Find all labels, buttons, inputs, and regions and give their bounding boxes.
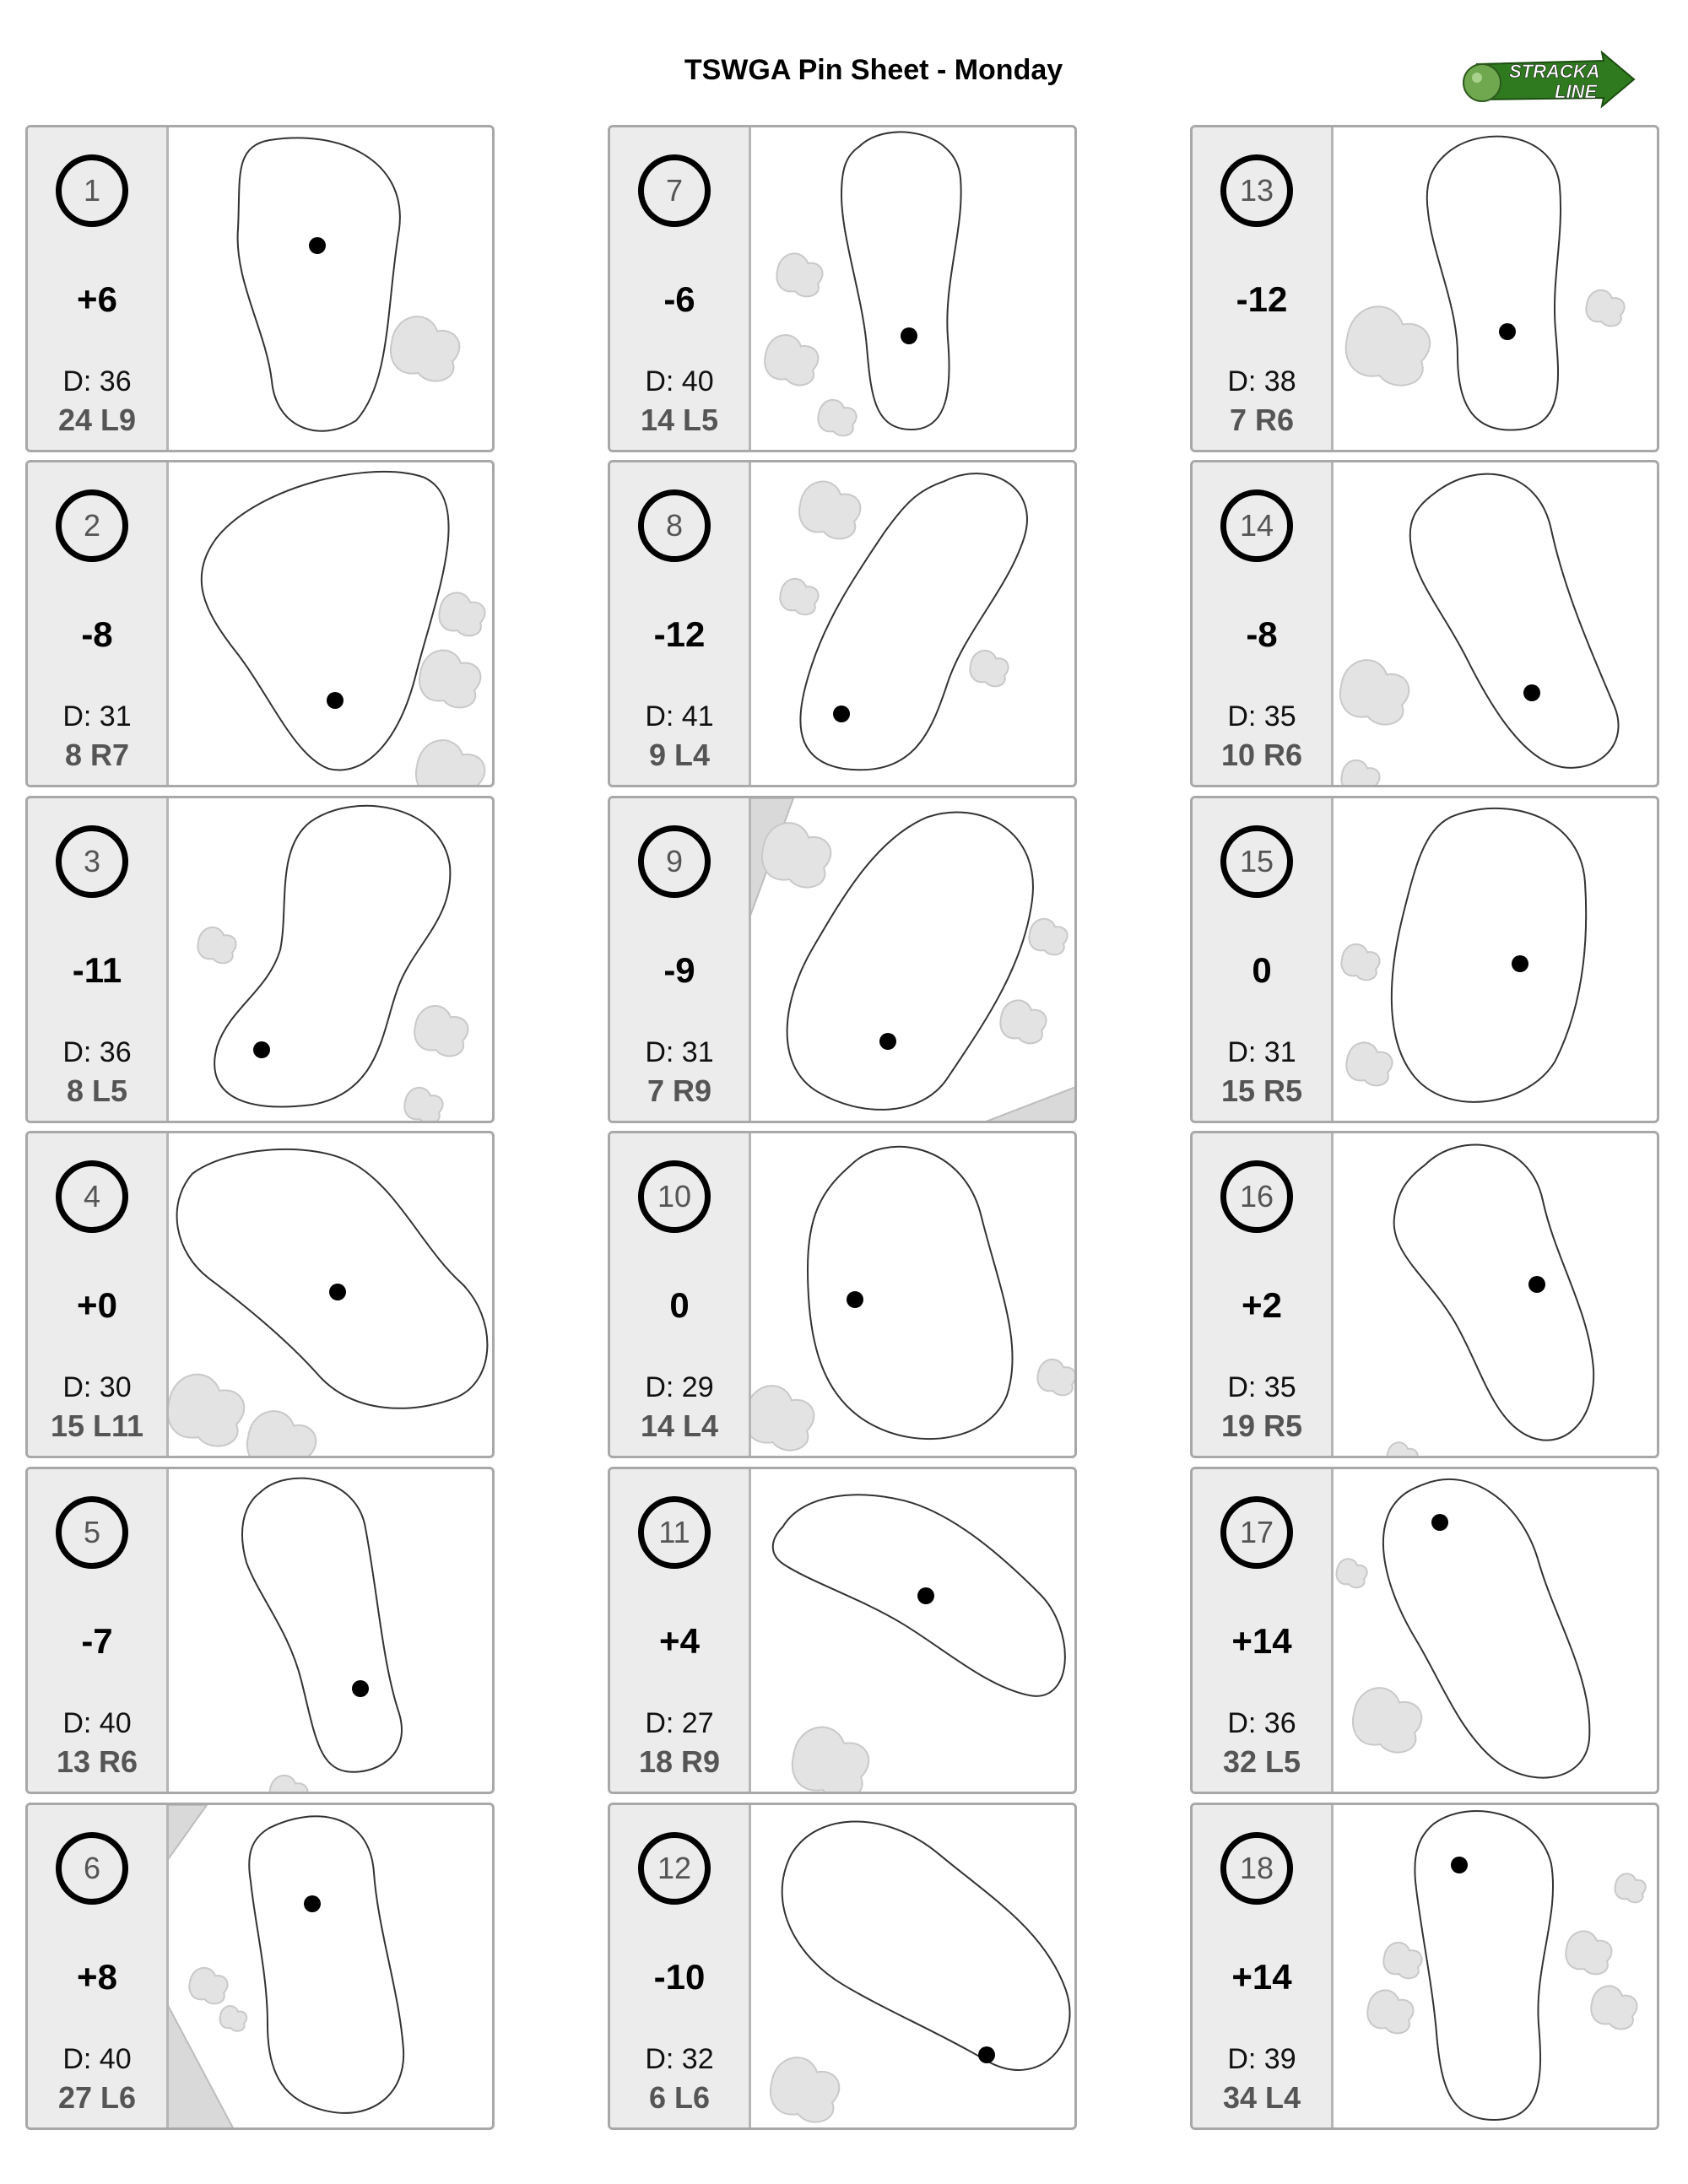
bunker-shape bbox=[762, 823, 830, 887]
pin-position-dot bbox=[329, 1284, 346, 1300]
green-diagram bbox=[751, 798, 1077, 1122]
hole-info-panel bbox=[610, 1133, 751, 1456]
hole-info-panel bbox=[28, 1133, 169, 1456]
hole-card-2 bbox=[25, 460, 495, 787]
hole-number: 9 bbox=[638, 825, 711, 898]
bunker-shape bbox=[1346, 1042, 1392, 1085]
pin-location: 27 L6 bbox=[57, 2080, 137, 2115]
bunker-shape bbox=[771, 2057, 839, 2122]
pin-location: 8 R7 bbox=[64, 738, 130, 772]
pin-location: 7 R6 bbox=[1229, 403, 1295, 437]
hole-info-panel bbox=[1193, 1805, 1334, 2127]
green-diagram bbox=[169, 462, 495, 787]
bunker-shape bbox=[1340, 660, 1409, 724]
pin-position-dot bbox=[833, 705, 850, 722]
green-depth: D: 40 bbox=[62, 2043, 132, 2075]
pin-position-dot bbox=[1431, 1514, 1448, 1531]
bunker-shape bbox=[1388, 1442, 1418, 1457]
pin-depth: -8 bbox=[1246, 614, 1278, 654]
bunker-shape bbox=[1353, 1688, 1421, 1752]
bunker-shape bbox=[439, 592, 484, 635]
hole-info-panel bbox=[610, 798, 751, 1121]
pin-depth: +0 bbox=[77, 1285, 117, 1325]
bunker-shape bbox=[247, 1411, 316, 1457]
hole-number: 1 bbox=[56, 154, 128, 227]
green-surface bbox=[1430, 139, 1558, 428]
bunker-shape bbox=[269, 1776, 307, 1793]
pin-depth: 0 bbox=[669, 1285, 690, 1325]
pin-depth: 0 bbox=[1252, 950, 1272, 990]
pin-position-dot bbox=[309, 237, 326, 254]
green-depth: D: 31 bbox=[62, 700, 132, 733]
green-surface bbox=[217, 808, 447, 1105]
pin-position-dot bbox=[917, 1587, 934, 1604]
bunker-shape bbox=[1000, 1000, 1046, 1043]
green-diagram bbox=[751, 462, 1077, 787]
green-diagram bbox=[1334, 462, 1659, 787]
green-depth: D: 29 bbox=[645, 1371, 714, 1403]
green-diagram bbox=[169, 1805, 495, 2129]
pin-depth: +2 bbox=[1242, 1285, 1282, 1325]
hole-number: 17 bbox=[1220, 1496, 1293, 1569]
bunker-shape bbox=[1029, 919, 1067, 954]
bunker-shape bbox=[970, 651, 1008, 686]
hole-info-panel bbox=[1193, 127, 1334, 450]
bunker-shape bbox=[818, 400, 856, 435]
pin-depth: +6 bbox=[77, 279, 117, 319]
pin-location: 14 L4 bbox=[640, 1408, 719, 1443]
green-diagram bbox=[169, 1469, 495, 1793]
pin-depth: +14 bbox=[1231, 1621, 1292, 1661]
green-depth: D: 41 bbox=[645, 700, 714, 733]
hole-card-16 bbox=[1190, 1131, 1659, 1458]
pin-location: 13 R6 bbox=[56, 1744, 138, 1779]
hole-number: 8 bbox=[638, 489, 711, 562]
hole-info-panel bbox=[28, 127, 169, 450]
hole-card-15 bbox=[1190, 796, 1659, 1123]
pin-location: 6 L6 bbox=[648, 2080, 711, 2115]
pin-location: 14 L5 bbox=[640, 403, 719, 437]
bunker-shape bbox=[197, 927, 235, 963]
hole-info-panel bbox=[610, 1469, 751, 1792]
pin-location: 10 R6 bbox=[1220, 738, 1303, 772]
pin-depth: -6 bbox=[663, 279, 695, 319]
bunker-shape bbox=[1037, 1360, 1075, 1395]
hole-info-panel bbox=[1193, 1469, 1334, 1792]
pin-position-dot bbox=[1499, 323, 1516, 340]
green-depth: D: 30 bbox=[62, 1371, 132, 1403]
hole-number: 18 bbox=[1220, 1832, 1293, 1905]
hole-info-panel bbox=[1193, 462, 1334, 785]
hole-number: 10 bbox=[638, 1160, 711, 1233]
green-diagram bbox=[751, 1469, 1077, 1793]
hole-card-14 bbox=[1190, 460, 1659, 787]
svg-text:LINE: LINE bbox=[1555, 81, 1598, 102]
hole-info-panel bbox=[28, 462, 169, 785]
bunker-shape bbox=[1591, 1986, 1637, 2029]
bunker-shape bbox=[1615, 1873, 1646, 1902]
bunker-shape bbox=[765, 335, 818, 385]
hole-info-panel bbox=[1193, 798, 1334, 1121]
pin-location: 7 R9 bbox=[647, 1073, 712, 1108]
green-surface bbox=[810, 1149, 1010, 1436]
pin-position-dot bbox=[847, 1291, 863, 1308]
pin-position-dot bbox=[901, 327, 917, 344]
pin-location: 34 L4 bbox=[1222, 2080, 1301, 2115]
hole-card-4 bbox=[25, 1131, 495, 1458]
hole-card-9 bbox=[608, 796, 1077, 1123]
pin-location: 19 R5 bbox=[1220, 1408, 1303, 1443]
bunker-shape bbox=[169, 1375, 244, 1446]
pin-position-dot bbox=[327, 692, 344, 709]
green-diagram bbox=[751, 1805, 1077, 2129]
hole-number: 15 bbox=[1220, 825, 1293, 898]
hole-number: 3 bbox=[56, 825, 128, 898]
green-depth: D: 36 bbox=[62, 365, 132, 397]
green-diagram bbox=[169, 798, 495, 1122]
green-diagram bbox=[751, 1133, 1077, 1457]
pin-depth: -9 bbox=[663, 950, 695, 990]
green-depth: D: 36 bbox=[1227, 1707, 1296, 1739]
pin-position-dot bbox=[978, 2046, 995, 2063]
bunker-shape bbox=[1341, 760, 1379, 787]
hole-info-panel bbox=[1193, 1133, 1334, 1456]
green-surface bbox=[245, 1481, 399, 1770]
bunker-shape bbox=[751, 1386, 814, 1450]
page-title: TSWGA Pin Sheet - Monday bbox=[684, 54, 1063, 86]
hole-number: 11 bbox=[638, 1496, 711, 1569]
green-depth: D: 39 bbox=[1227, 2043, 1296, 2075]
green-depth: D: 27 bbox=[645, 1707, 714, 1739]
bunker-shape bbox=[414, 1006, 468, 1056]
green-diagram bbox=[751, 127, 1077, 451]
green-diagram bbox=[1334, 1469, 1659, 1793]
pin-position-dot bbox=[1528, 1276, 1545, 1293]
bunker-shape bbox=[1367, 1990, 1413, 2033]
bunker-shape bbox=[793, 1727, 868, 1793]
green-surface bbox=[1394, 811, 1583, 1100]
bunker-shape bbox=[189, 1968, 227, 2003]
bunker-shape bbox=[1341, 944, 1379, 980]
green-surface bbox=[1413, 477, 1616, 765]
pin-depth: -7 bbox=[81, 1621, 113, 1661]
pin-position-dot bbox=[879, 1033, 896, 1050]
green-diagram bbox=[169, 1133, 495, 1457]
bunker-shape bbox=[799, 482, 860, 539]
hole-info-panel bbox=[610, 462, 751, 785]
pin-position-dot bbox=[304, 1895, 321, 1912]
bunker-shape bbox=[1346, 306, 1431, 385]
fairway-edge bbox=[169, 1805, 207, 1864]
pin-location: 8 L5 bbox=[66, 1073, 128, 1108]
green-depth: D: 36 bbox=[62, 1036, 132, 1068]
hole-number: 13 bbox=[1220, 154, 1293, 227]
hole-card-6 bbox=[25, 1803, 495, 2130]
hole-info-panel bbox=[28, 798, 169, 1121]
hole-number: 16 bbox=[1220, 1160, 1293, 1233]
hole-card-17 bbox=[1190, 1467, 1659, 1794]
bunker-shape bbox=[391, 316, 459, 381]
pin-depth: +14 bbox=[1231, 1957, 1292, 1997]
bunker-shape bbox=[1383, 1943, 1421, 1978]
pin-location: 24 L9 bbox=[57, 403, 137, 437]
green-diagram bbox=[1334, 1805, 1659, 2129]
green-diagram bbox=[1334, 798, 1659, 1122]
green-diagram bbox=[1334, 1133, 1659, 1457]
svg-text:STRACKA: STRACKA bbox=[1509, 61, 1600, 82]
hole-info-panel bbox=[610, 1805, 751, 2127]
hole-card-10 bbox=[608, 1131, 1077, 1458]
pin-position-dot bbox=[1451, 1857, 1468, 1873]
pin-location: 9 L4 bbox=[648, 738, 711, 772]
pin-location: 32 L5 bbox=[1222, 1744, 1301, 1779]
green-depth: D: 40 bbox=[62, 1707, 132, 1739]
green-surface bbox=[1397, 1148, 1592, 1438]
hole-card-18 bbox=[1190, 1803, 1659, 2130]
hole-card-11 bbox=[608, 1467, 1077, 1794]
green-depth: D: 35 bbox=[1227, 700, 1296, 733]
green-depth: D: 31 bbox=[645, 1036, 714, 1068]
hole-number: 7 bbox=[638, 154, 711, 227]
bunker-shape bbox=[1566, 1931, 1611, 1974]
green-diagram bbox=[1334, 127, 1659, 451]
green-diagram bbox=[169, 127, 495, 451]
hole-card-1 bbox=[25, 125, 495, 452]
green-depth: D: 32 bbox=[645, 2043, 714, 2075]
hole-info-panel bbox=[28, 1805, 169, 2127]
hole-number: 6 bbox=[56, 1832, 128, 1905]
green-surface bbox=[204, 474, 446, 768]
pin-position-dot bbox=[1523, 684, 1540, 701]
hole-number: 12 bbox=[638, 1832, 711, 1905]
pin-position-dot bbox=[352, 1680, 369, 1697]
hole-card-8 bbox=[608, 460, 1077, 787]
pin-location: 15 R5 bbox=[1220, 1073, 1303, 1108]
green-surface bbox=[1417, 1814, 1550, 2117]
hole-card-7 bbox=[608, 125, 1077, 452]
green-surface bbox=[844, 134, 959, 427]
bunker-shape bbox=[416, 740, 484, 787]
pin-depth: -11 bbox=[72, 950, 122, 990]
pin-depth: -12 bbox=[1236, 279, 1288, 319]
green-depth: D: 40 bbox=[645, 365, 714, 397]
hole-number: 5 bbox=[56, 1496, 128, 1569]
pin-location: 18 R9 bbox=[638, 1744, 721, 1779]
pin-position-dot bbox=[253, 1041, 270, 1058]
hole-card-12 bbox=[608, 1803, 1077, 2130]
pin-depth: -8 bbox=[81, 614, 113, 654]
green-depth: D: 38 bbox=[1227, 365, 1296, 397]
green-surface bbox=[241, 140, 398, 428]
hole-number: 4 bbox=[56, 1160, 128, 1233]
pin-depth: +4 bbox=[659, 1621, 700, 1661]
pin-depth: -12 bbox=[653, 614, 706, 654]
hole-info-panel bbox=[28, 1469, 169, 1792]
hole-number: 2 bbox=[56, 489, 128, 562]
green-depth: D: 31 bbox=[1227, 1036, 1296, 1068]
green-depth: D: 35 bbox=[1227, 1371, 1296, 1403]
stracka-line-logo bbox=[1460, 51, 1637, 110]
bunker-shape bbox=[1337, 1559, 1367, 1587]
hole-card-3 bbox=[25, 796, 495, 1123]
bunker-shape bbox=[404, 1088, 442, 1122]
bunker-shape bbox=[1586, 290, 1624, 326]
hole-card-5 bbox=[25, 1467, 495, 1794]
green-surface bbox=[785, 1825, 1068, 2068]
hole-number: 14 bbox=[1220, 489, 1293, 562]
bunker-shape bbox=[220, 2006, 247, 2031]
pin-location: 15 L11 bbox=[50, 1408, 144, 1443]
hole-card-13 bbox=[1190, 125, 1659, 452]
hole-info-panel bbox=[610, 127, 751, 450]
pin-position-dot bbox=[1512, 955, 1528, 972]
bunker-shape bbox=[776, 253, 822, 296]
green-surface bbox=[180, 1152, 485, 1406]
pin-depth: -10 bbox=[653, 1957, 706, 1997]
pin-depth: +8 bbox=[77, 1957, 117, 1997]
bunker-shape bbox=[419, 651, 480, 708]
fairway-edge bbox=[971, 1085, 1077, 1122]
bunker-shape bbox=[780, 579, 818, 614]
